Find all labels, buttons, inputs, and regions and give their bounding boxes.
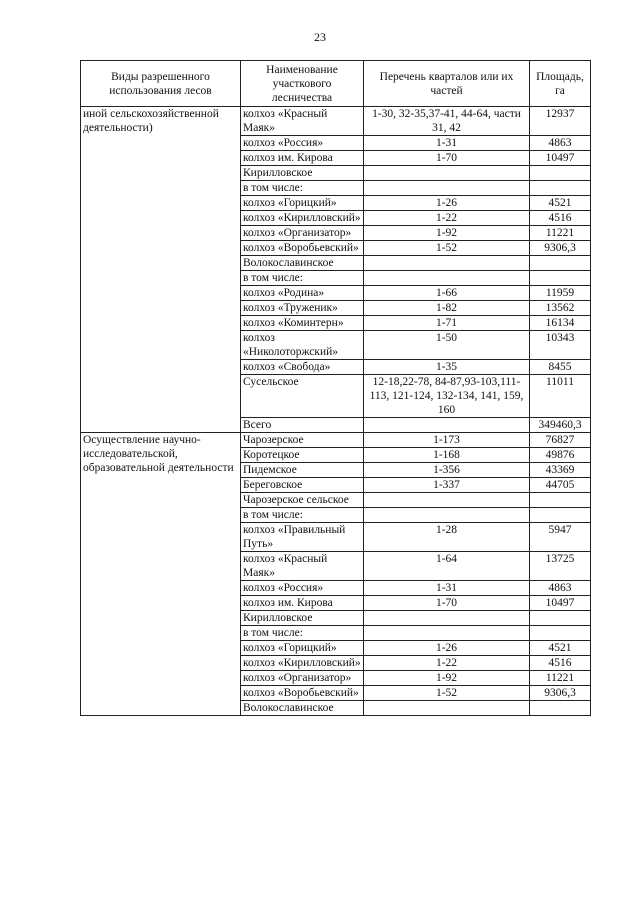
forestry-cell: колхоз «Красный Маяк»	[241, 552, 364, 581]
area-cell: 44705	[530, 478, 591, 493]
forestry-cell: колхоз «Родина»	[241, 286, 364, 301]
quarters-cell: 1-337	[364, 478, 530, 493]
quarters-cell: 1-31	[364, 136, 530, 151]
area-cell: 76827	[530, 433, 591, 448]
header-area: Площадь, га	[530, 61, 591, 107]
quarters-cell: 1-70	[364, 151, 530, 166]
quarters-cell: 1-92	[364, 226, 530, 241]
quarters-cell: 1-92	[364, 671, 530, 686]
quarters-cell: 1-168	[364, 448, 530, 463]
forestry-cell: колхоз «Воробьевский»	[241, 241, 364, 256]
quarters-cell	[364, 418, 530, 433]
quarters-cell: 1-66	[364, 286, 530, 301]
quarters-cell	[364, 611, 530, 626]
quarters-cell: 1-82	[364, 301, 530, 316]
quarters-cell: 1-31	[364, 581, 530, 596]
forestry-cell: колхоз «Николоторжский»	[241, 331, 364, 360]
area-cell: 11221	[530, 226, 591, 241]
table-row	[81, 433, 591, 448]
area-cell: 13562	[530, 301, 591, 316]
area-cell: 9306,3	[530, 241, 591, 256]
quarters-cell: 1-52	[364, 686, 530, 701]
area-cell: 8455	[530, 360, 591, 375]
header-use-type: Виды разрешенного использования лесов	[81, 61, 241, 107]
quarters-cell: 1-26	[364, 196, 530, 211]
table-header-row	[81, 61, 591, 107]
table-row	[81, 107, 591, 136]
area-cell: 11011	[530, 375, 591, 418]
area-cell: 10497	[530, 596, 591, 611]
area-cell: 9306,3	[530, 686, 591, 701]
forestry-cell: колхоз «Организатор»	[241, 226, 364, 241]
area-cell: 4521	[530, 196, 591, 211]
area-cell: 10343	[530, 331, 591, 360]
area-cell	[530, 256, 591, 271]
area-cell: 4521	[530, 641, 591, 656]
quarters-cell	[364, 508, 530, 523]
quarters-cell: 1-356	[364, 463, 530, 478]
forestry-cell: в том числе:	[241, 271, 364, 286]
quarters-cell	[364, 181, 530, 196]
area-cell: 10497	[530, 151, 591, 166]
area-cell	[530, 611, 591, 626]
forestry-cell: в том числе:	[241, 181, 364, 196]
forestry-cell: колхоз «Россия»	[241, 581, 364, 596]
table-body	[81, 107, 591, 716]
area-cell: 4863	[530, 581, 591, 596]
quarters-cell: 1-70	[364, 596, 530, 611]
quarters-cell: 1-50	[364, 331, 530, 360]
area-cell	[530, 181, 591, 196]
area-cell	[530, 626, 591, 641]
forestry-cell: колхоз «Организатор»	[241, 671, 364, 686]
quarters-cell: 1-71	[364, 316, 530, 331]
forestry-cell: колхоз «Горицкий»	[241, 196, 364, 211]
forestry-cell: Береговское	[241, 478, 364, 493]
area-cell	[530, 166, 591, 181]
quarters-cell	[364, 626, 530, 641]
forestry-cell: колхоз «Коминтерн»	[241, 316, 364, 331]
use-type-cell: иной сельскохозяйственной деятельности)	[81, 107, 241, 433]
quarters-cell: 1-26	[364, 641, 530, 656]
quarters-cell	[364, 493, 530, 508]
forestry-cell: Пидемское	[241, 463, 364, 478]
header-forestry: Наименование участкового лесничества	[241, 61, 364, 107]
area-cell: 13725	[530, 552, 591, 581]
forestry-cell: колхоз «Воробьевский»	[241, 686, 364, 701]
forestry-cell: колхоз «Правильный Путь»	[241, 523, 364, 552]
forestry-cell: Волокославинское	[241, 256, 364, 271]
quarters-cell: 1-64	[364, 552, 530, 581]
quarters-cell	[364, 701, 530, 716]
forestry-cell: колхоз «Красный Маяк»	[241, 107, 364, 136]
area-cell: 349460,3	[530, 418, 591, 433]
forestry-cell: колхоз «Труженик»	[241, 301, 364, 316]
area-cell	[530, 271, 591, 286]
quarters-cell: 1-28	[364, 523, 530, 552]
forestry-cell: колхоз «Россия»	[241, 136, 364, 151]
quarters-cell: 1-22	[364, 656, 530, 671]
quarters-cell: 1-22	[364, 211, 530, 226]
quarters-cell	[364, 256, 530, 271]
area-cell: 43369	[530, 463, 591, 478]
quarters-cell: 1-52	[364, 241, 530, 256]
area-cell: 4516	[530, 211, 591, 226]
forestry-cell: Волокославинское	[241, 701, 364, 716]
forestry-cell: в том числе:	[241, 626, 364, 641]
area-cell: 4516	[530, 656, 591, 671]
quarters-cell: 1-30, 32-35,37-41, 44-64, части 31, 42	[364, 107, 530, 136]
quarters-cell: 1-35	[364, 360, 530, 375]
forest-use-table	[80, 60, 591, 716]
forestry-cell: в том числе:	[241, 508, 364, 523]
area-cell: 5947	[530, 523, 591, 552]
page-number: 23	[314, 30, 326, 44]
area-cell	[530, 701, 591, 716]
forestry-cell: Кирилловское	[241, 166, 364, 181]
forestry-cell: колхоз «Горицкий»	[241, 641, 364, 656]
forestry-cell: Всего	[241, 418, 364, 433]
quarters-cell	[364, 166, 530, 181]
area-cell: 11959	[530, 286, 591, 301]
quarters-cell	[364, 271, 530, 286]
forestry-cell: колхоз «Кирилловский»	[241, 656, 364, 671]
quarters-cell: 1-173	[364, 433, 530, 448]
forestry-cell: Коротецкое	[241, 448, 364, 463]
forestry-cell: колхоз им. Кирова	[241, 596, 364, 611]
area-cell	[530, 508, 591, 523]
area-cell: 49876	[530, 448, 591, 463]
forestry-cell: колхоз «Кирилловский»	[241, 211, 364, 226]
forestry-cell: Чарозерское	[241, 433, 364, 448]
area-cell: 11221	[530, 671, 591, 686]
use-type-cell: Осуществление научно-исследовательской, образовательной деятельности	[81, 433, 241, 716]
area-cell: 4863	[530, 136, 591, 151]
area-cell: 16134	[530, 316, 591, 331]
header-quarters: Перечень кварталов или их частей	[364, 61, 530, 107]
quarters-cell: 12-18,22-78, 84-87,93-103,111-113, 121-124, 132-134, 141, 159, 160	[364, 375, 530, 418]
area-cell	[530, 493, 591, 508]
forestry-cell: колхоз «Свобода»	[241, 360, 364, 375]
forestry-cell: Чарозерское сельское	[241, 493, 364, 508]
area-cell: 12937	[530, 107, 591, 136]
forestry-cell: Кирилловское	[241, 611, 364, 626]
forestry-cell: Сусельское	[241, 375, 364, 418]
forestry-cell: колхоз им. Кирова	[241, 151, 364, 166]
